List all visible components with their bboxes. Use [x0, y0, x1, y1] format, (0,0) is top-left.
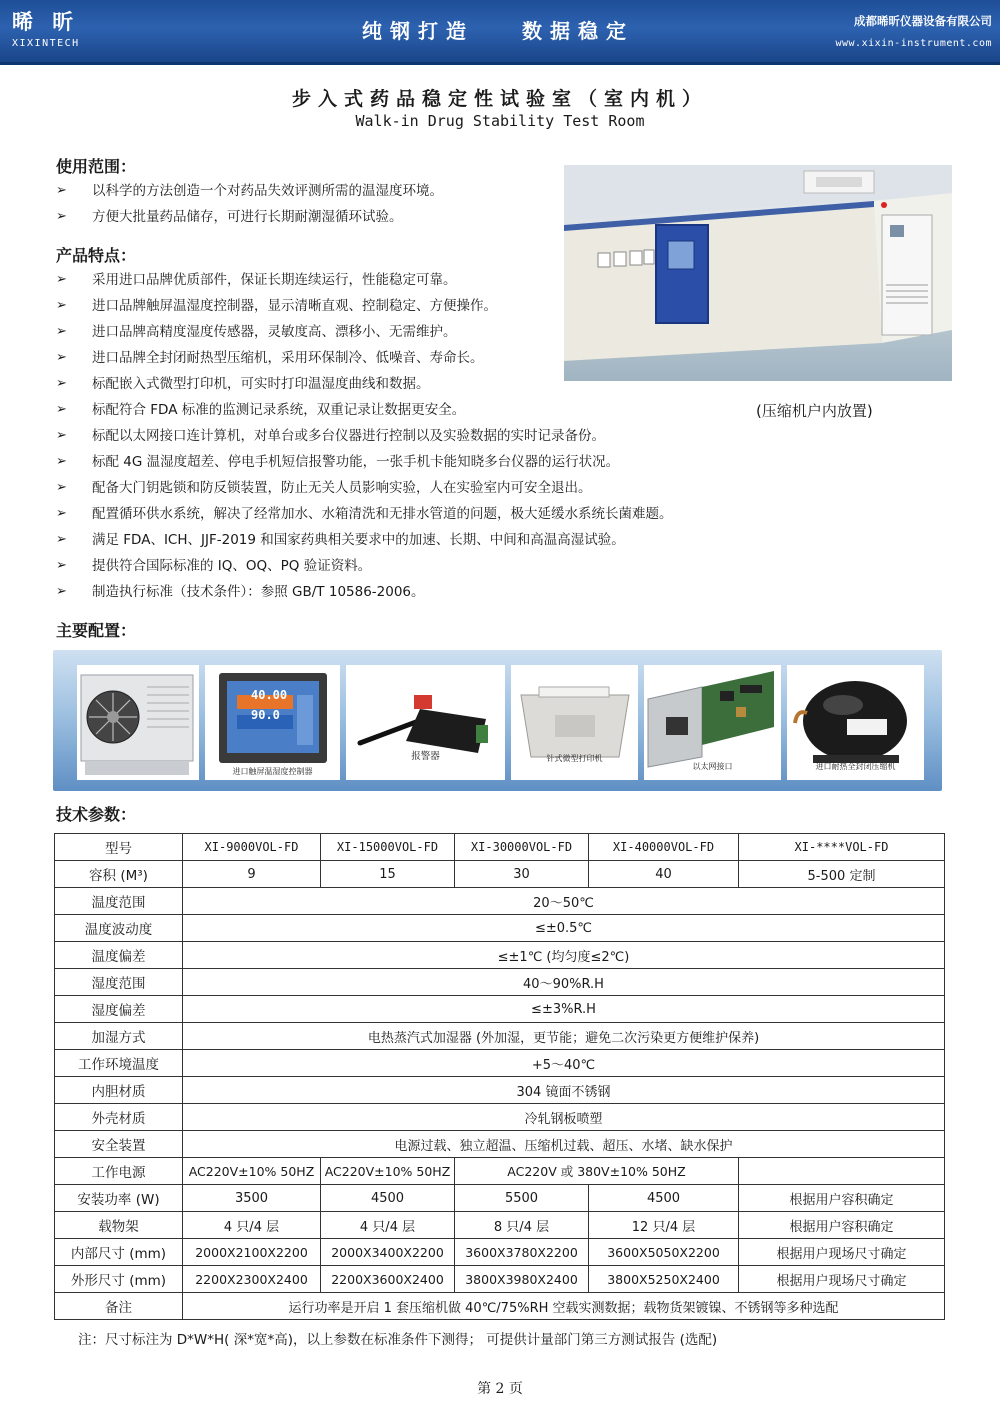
table-cell: 3800X3980X2400: [455, 1266, 589, 1293]
row-label: 外形尺寸 (mm): [55, 1266, 183, 1293]
list-item: ➢ 满足 FDA、ICH、JJF-2019 和国家药典相关要求中的加速、长期、中间和高温高湿试验。: [56, 527, 673, 553]
row-label: 载物架: [55, 1212, 183, 1239]
table-cell: 304 镜面不锈钢: [183, 1077, 945, 1104]
brand-english: XIXINTECH: [12, 38, 80, 49]
alarm-device-icon: [346, 665, 505, 780]
table-cell: ≤±3%R.H: [183, 996, 945, 1023]
list-item: ➢ 配置循环供水系统，解决了经常加水、水箱清洗和无排水管道的问题，极大延缓水系统长菌难题。: [56, 501, 673, 527]
usage-heading: 使用范围：: [56, 157, 137, 176]
row-label: 容积 (M³): [55, 861, 183, 888]
table-cell: 2000X3400X2200: [321, 1239, 455, 1266]
screen-humidity-readout: 90.0: [251, 708, 280, 722]
room-illustration: [564, 165, 952, 381]
table-cell: XI-9000VOL-FD: [183, 834, 321, 861]
table-cell: 20～50℃: [183, 888, 945, 915]
table-cell: 15: [321, 861, 455, 888]
table-row: [55, 915, 945, 942]
table-row: [55, 1050, 945, 1077]
slogan-right: 数据稳定: [522, 19, 634, 43]
arrow-bullet-icon: ➢: [56, 272, 67, 287]
spec-table: [54, 833, 945, 1320]
row-label: 外壳材质: [55, 1104, 183, 1131]
config-card-condenser: [77, 665, 199, 780]
arrow-bullet-icon: ➢: [56, 480, 67, 495]
row-label: 安全装置: [55, 1131, 183, 1158]
brand-logo-text: 晞 昕: [12, 10, 80, 34]
row-label: 湿度偏差: [55, 996, 183, 1023]
usage-list: [56, 178, 443, 230]
config-card-ethernet: [644, 665, 781, 780]
table-row: [55, 1023, 945, 1050]
table-cell: 4500: [321, 1185, 455, 1212]
table-cell: 电热蒸汽式加湿器 (外加湿，更节能；避免二次污染更方便维护保养): [183, 1023, 945, 1050]
list-item: ➢ 采用进口品牌优质部件，保证长期连续运行，性能稳定可靠。: [56, 267, 673, 293]
table-cell: 电源过载、独立超温、压缩机过载、超压、水堵、缺水保护: [183, 1131, 945, 1158]
header-band: [0, 0, 1000, 65]
table-row: [55, 888, 945, 915]
arrow-bullet-icon: ➢: [56, 402, 67, 417]
table-cell: 4 只/4 层: [183, 1212, 321, 1239]
table-row: [55, 969, 945, 996]
list-item: ➢ 标配以太网接口连计算机，对单台或多台仪器进行控制以及实验数据的实时记录备份。: [56, 423, 673, 449]
config-card-controller: [205, 665, 340, 780]
screen-temp-readout: 40.00: [251, 688, 288, 702]
row-label: 温度偏差: [55, 942, 183, 969]
table-cell: 4 只/4 层: [321, 1212, 455, 1239]
config-card-alarm: [346, 665, 505, 780]
row-label: 内部尺寸 (mm): [55, 1239, 183, 1266]
arrow-bullet-icon: ➢: [56, 209, 67, 224]
arrow-bullet-icon: ➢: [56, 376, 67, 391]
table-cell: 3600X3780X2200: [455, 1239, 589, 1266]
list-item: ➢ 标配 4G 温湿度超差、停电手机短信报警功能，一张手机卡能知晓多台仪器的运行状况。: [56, 449, 673, 475]
table-cell: 2000X2100X2200: [183, 1239, 321, 1266]
table-cell: ≤±0.5℃: [183, 915, 945, 942]
card-label: 报警器: [411, 751, 440, 762]
row-label: 加湿方式: [55, 1023, 183, 1050]
slogan: [362, 15, 682, 44]
table-cell: AC220V 或 380V±10% 50HZ: [455, 1158, 739, 1185]
table-cell: 4500: [589, 1185, 739, 1212]
table-cell: 根据用户容积确定: [739, 1185, 945, 1212]
list-item: ➢ 配备大门钥匙锁和防反锁装置，防止无关人员影响实验，人在实验室内可安全退出。: [56, 475, 673, 501]
table-row: [55, 1212, 945, 1239]
table-cell: 2200X3600X2400: [321, 1266, 455, 1293]
card-label: 进口触屏温湿度控制器: [232, 767, 313, 776]
table-cell: 5-500 定制: [739, 861, 945, 888]
row-label: 温度波动度: [55, 915, 183, 942]
table-cell: +5～40℃: [183, 1050, 945, 1077]
table-cell: XI-****VOL-FD: [739, 834, 945, 861]
card-label: 以太网接口: [692, 762, 733, 771]
arrow-bullet-icon: ➢: [56, 584, 67, 599]
table-cell: 根据用户容积确定: [739, 1212, 945, 1239]
table-row: [55, 1158, 945, 1185]
table-cell: AC220V±10% 50HZ: [183, 1158, 321, 1185]
page-number: 第 2 页: [477, 1381, 523, 1397]
table-cell: 根据用户现场尺寸确定: [739, 1239, 945, 1266]
list-item: ➢ 标配嵌入式微型打印机，可实时打印温湿度曲线和数据。: [56, 371, 673, 397]
table-cell: 2200X2300X2400: [183, 1266, 321, 1293]
table-cell: 冷轧钢板喷塑: [183, 1104, 945, 1131]
list-item: ➢ 进口品牌高精度湿度传感器，灵敏度高、漂移小、无需维护。: [56, 319, 673, 345]
table-cell: 9: [183, 861, 321, 888]
arrow-bullet-icon: ➢: [56, 324, 67, 339]
table-cell: 运行功率是开启 1 套压缩机做 40℃/75%RH 空载实测数据；载物货架镀镍、不锈钢等多种选配: [183, 1293, 945, 1320]
card-label: 进口耐热全封闭压缩机: [815, 762, 896, 771]
row-label: 内胆材质: [55, 1077, 183, 1104]
row-label: 备注: [55, 1293, 183, 1320]
table-cell: XI-40000VOL-FD: [589, 834, 739, 861]
list-item: ➢ 标配符合 FDA 标准的监测记录系统，双重记录让数据更安全。: [56, 397, 673, 423]
arrow-bullet-icon: ➢: [56, 506, 67, 521]
slogan-left: 纯钢打造: [362, 19, 474, 43]
row-label: 湿度范围: [55, 969, 183, 996]
table-row: [55, 1266, 945, 1293]
table-cell: 3800X5250X2400: [589, 1266, 739, 1293]
features-heading: 产品特点：: [56, 246, 137, 265]
list-item: ➢ 制造执行标准（技术条件）：参照 GB/T 10586-2006。: [56, 579, 673, 605]
list-item: ➢ 进口品牌触屏温湿度控制器，显示清晰直观、控制稳定、方便操作。: [56, 293, 673, 319]
table-row: [55, 1293, 945, 1320]
photo-caption: (压缩机户内放置): [756, 402, 873, 420]
table-row: [55, 942, 945, 969]
list-item: ➢ 以科学的方法创造一个对药品失效评测所需的温湿度环境。: [56, 178, 443, 204]
page-subtitle: Walk-in Drug Stability Test Room: [355, 112, 645, 130]
arrow-bullet-icon: ➢: [56, 183, 67, 198]
table-cell: 5500: [455, 1185, 589, 1212]
table-cell: AC220V±10% 50HZ: [321, 1158, 455, 1185]
arrow-bullet-icon: ➢: [56, 350, 67, 365]
table-cell: 8 只/4 层: [455, 1212, 589, 1239]
table-cell: XI-30000VOL-FD: [455, 834, 589, 861]
table-row: [55, 861, 945, 888]
page-title: 步入式药品稳定性试验室（室内机）: [291, 88, 708, 110]
table-row: [55, 1239, 945, 1266]
list-item: ➢ 方便大批量药品储存，可进行长期耐潮湿循环试验。: [56, 204, 443, 230]
row-label: 安装功率 (W): [55, 1185, 183, 1212]
arrow-bullet-icon: ➢: [56, 532, 67, 547]
config-heading: 主要配置：: [56, 621, 137, 640]
footnote: 注：尺寸标注为 D*W*H( 深*宽*高)，以上参数在标准条件下测得； 可提供计量部门第三方测试报告 (选配): [78, 1332, 718, 1348]
card-label: 针式微型打印机: [546, 754, 603, 763]
table-row: [55, 834, 945, 861]
table-cell: 40: [589, 861, 739, 888]
touchscreen-controller-icon: [205, 665, 340, 780]
config-card-printer: [511, 665, 638, 780]
arrow-bullet-icon: ➢: [56, 454, 67, 469]
table-row: [55, 996, 945, 1023]
condenser-unit-icon: [77, 665, 199, 780]
table-cell: 30: [455, 861, 589, 888]
arrow-bullet-icon: ➢: [56, 428, 67, 443]
table-row: [55, 1077, 945, 1104]
row-label: 型号: [55, 834, 183, 861]
table-row: [55, 1185, 945, 1212]
table-cell: 40～90%R.H: [183, 969, 945, 996]
table-cell: XI-15000VOL-FD: [321, 834, 455, 861]
specs-heading: 技术参数：: [56, 805, 137, 824]
company-website: www.xixin-instrument.com: [835, 38, 992, 49]
row-label: 工作电源: [55, 1158, 183, 1185]
row-label: 工作环境温度: [55, 1050, 183, 1077]
table-cell: 12 只/4 层: [589, 1212, 739, 1239]
table-cell: [739, 1158, 945, 1185]
arrow-bullet-icon: ➢: [56, 298, 67, 313]
room-photo: [564, 165, 952, 381]
list-item: ➢ 进口品牌全封闭耐热型压缩机，采用环保制冷、低噪音、寿命长。: [56, 345, 673, 371]
company-name: 成都晞昕仪器设备有限公司: [854, 14, 992, 28]
table-cell: 3500: [183, 1185, 321, 1212]
table-cell: 3600X5050X2200: [589, 1239, 739, 1266]
table-row: [55, 1131, 945, 1158]
arrow-bullet-icon: ➢: [56, 558, 67, 573]
table-cell: 根据用户现场尺寸确定: [739, 1266, 945, 1293]
config-card-compressor: [787, 665, 924, 780]
table-row: [55, 1104, 945, 1131]
list-item: ➢ 提供符合国际标准的 IQ、OQ、PQ 验证资料。: [56, 553, 673, 579]
row-label: 温度范围: [55, 888, 183, 915]
table-cell: ≤±1℃ (均匀度≤2℃): [183, 942, 945, 969]
